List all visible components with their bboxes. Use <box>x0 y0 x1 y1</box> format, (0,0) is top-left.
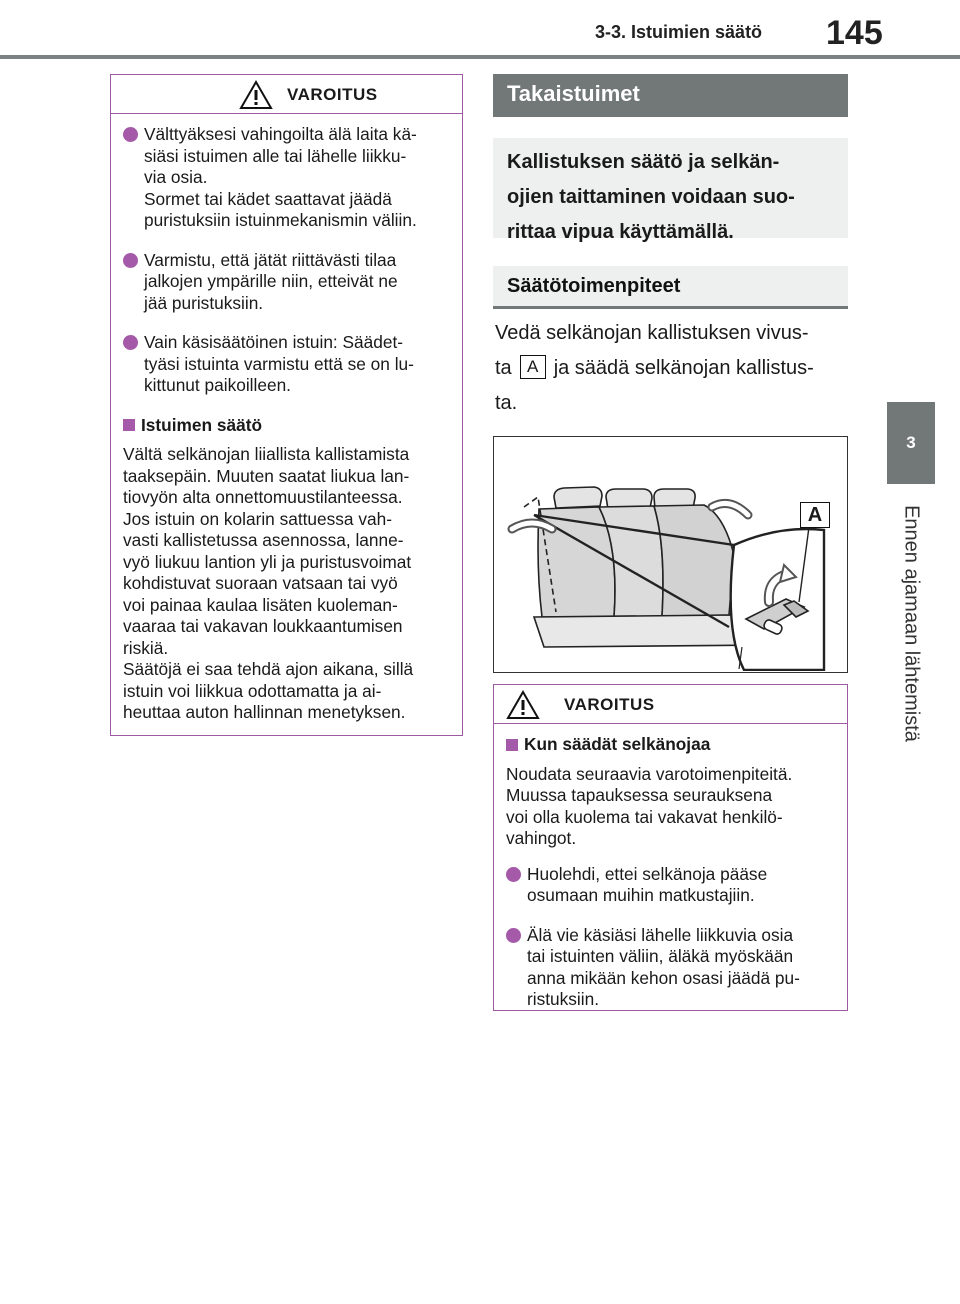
warning-header <box>494 685 847 724</box>
bullet-text: Huolehdi, ettei selkänoja pääse osumaan muihin matkustajiin. <box>527 863 768 905</box>
section-heading: Takaistuimet <box>493 74 848 117</box>
chapter-tab-title: Ennen ajamaan lähtemistä <box>900 505 923 742</box>
callout-label-a: A <box>520 355 546 379</box>
list-item <box>123 332 450 397</box>
bullet-text: Älä vie käsiäsi lähelle liikkuvia osia tai istuinten väliin, äläkä myöskään anna mikään kehon osasi jäädä pu- ristuksiin. <box>527 924 800 1009</box>
list-item <box>506 864 835 907</box>
chapter-tab-number: 3 <box>887 402 935 484</box>
bullet-icon <box>123 253 138 268</box>
figure-callout-a: A <box>800 502 830 528</box>
bullet-icon <box>506 928 521 943</box>
bullet-text: Vain käsisäätöinen istuin: Säädet- tyäsi istuinta varmistu että se on lu- kittunut paikoilleen. <box>144 332 414 395</box>
warning-label: VAROITUS <box>564 695 655 714</box>
warning-label: VAROITUS <box>287 85 378 104</box>
bullet-text: Välttyäksesi vahingoilta älä laita kä- siäsi istuimen alle tai lähelle liikku- via osia. Sormet tai kädet saattavat jäädä puristuksiin istuinmekanismin väliin. <box>144 124 417 230</box>
list-item <box>123 124 450 232</box>
instruction-line-2 <box>495 351 850 386</box>
warning-subheading <box>123 415 450 437</box>
instruction-line-3: ta. <box>495 392 518 414</box>
warning-box-right <box>493 684 848 1011</box>
warning-triangle-icon <box>239 80 273 110</box>
page-number: 145 <box>826 14 883 52</box>
list-item <box>506 925 835 1011</box>
warning-header <box>111 75 462 114</box>
subheading-text: Kun säädät selkänojaa <box>524 734 711 754</box>
instruction-text <box>495 316 850 421</box>
bullet-text: Varmistu, että jätät riittävästi tilaa jalkojen ympärille niin, etteivät ne jää puristuksiin. <box>144 249 398 313</box>
bullet-icon <box>506 867 521 882</box>
warning-box-left <box>110 74 463 736</box>
list-item <box>123 250 450 315</box>
warning-paragraph: Vältä selkänojan liiallista kallistamista taaksepäin. Muuten saatat liukua lan- tiovyön alta onnettomuustilanteessa. Jos istuin on kolarin sattuessa vah- vasti kallistetussa asennossa, lanne- vyö liukuu lantion yli ja puristusvoimat kohdistuvat suoraan vatsaan tai vyö voi painaa kaulaa lisäten kuoleman- vaaraa tai vakavan loukkaantumisen riskiä. Säätöjä ei saa tehdä ajon aikana, sillä istuin voi liikkua odottamatta ja ai- heuttaa auton hallinnan menetyksen. <box>123 444 414 722</box>
bullet-icon <box>123 335 138 350</box>
subsection-heading: Säätötoimenpiteet <box>493 266 848 309</box>
instruction-post: ja säädä selkänojan kallistus- <box>553 357 814 379</box>
subheading-text: Istuimen säätö <box>141 414 263 435</box>
warning-paragraph: Noudata seuraavia varotoimenpiteitä. Muussa tapauksessa seurauksena voi olla kuolema tai vakavat henkilö- vahingot. <box>506 763 793 848</box>
instruction-line-1: Vedä selkänojan kallistuksen vivus- <box>495 322 809 344</box>
header-rule <box>0 55 960 59</box>
warning-subheading <box>506 734 835 756</box>
rear-seat-drawing <box>494 437 846 671</box>
square-bullet-icon <box>506 739 518 751</box>
square-bullet-icon <box>123 419 135 431</box>
instruction-pre: ta <box>495 357 512 379</box>
bullet-icon <box>123 127 138 142</box>
running-header-section: 3-3. Istuimien säätö <box>595 22 763 42</box>
intro-box: Kallistuksen säätö ja selkän- ojien taittaminen voidaan suo- rittaa vipua käyttämällä. <box>493 138 848 238</box>
seat-illustration <box>493 436 848 673</box>
warning-triangle-icon <box>506 690 540 720</box>
